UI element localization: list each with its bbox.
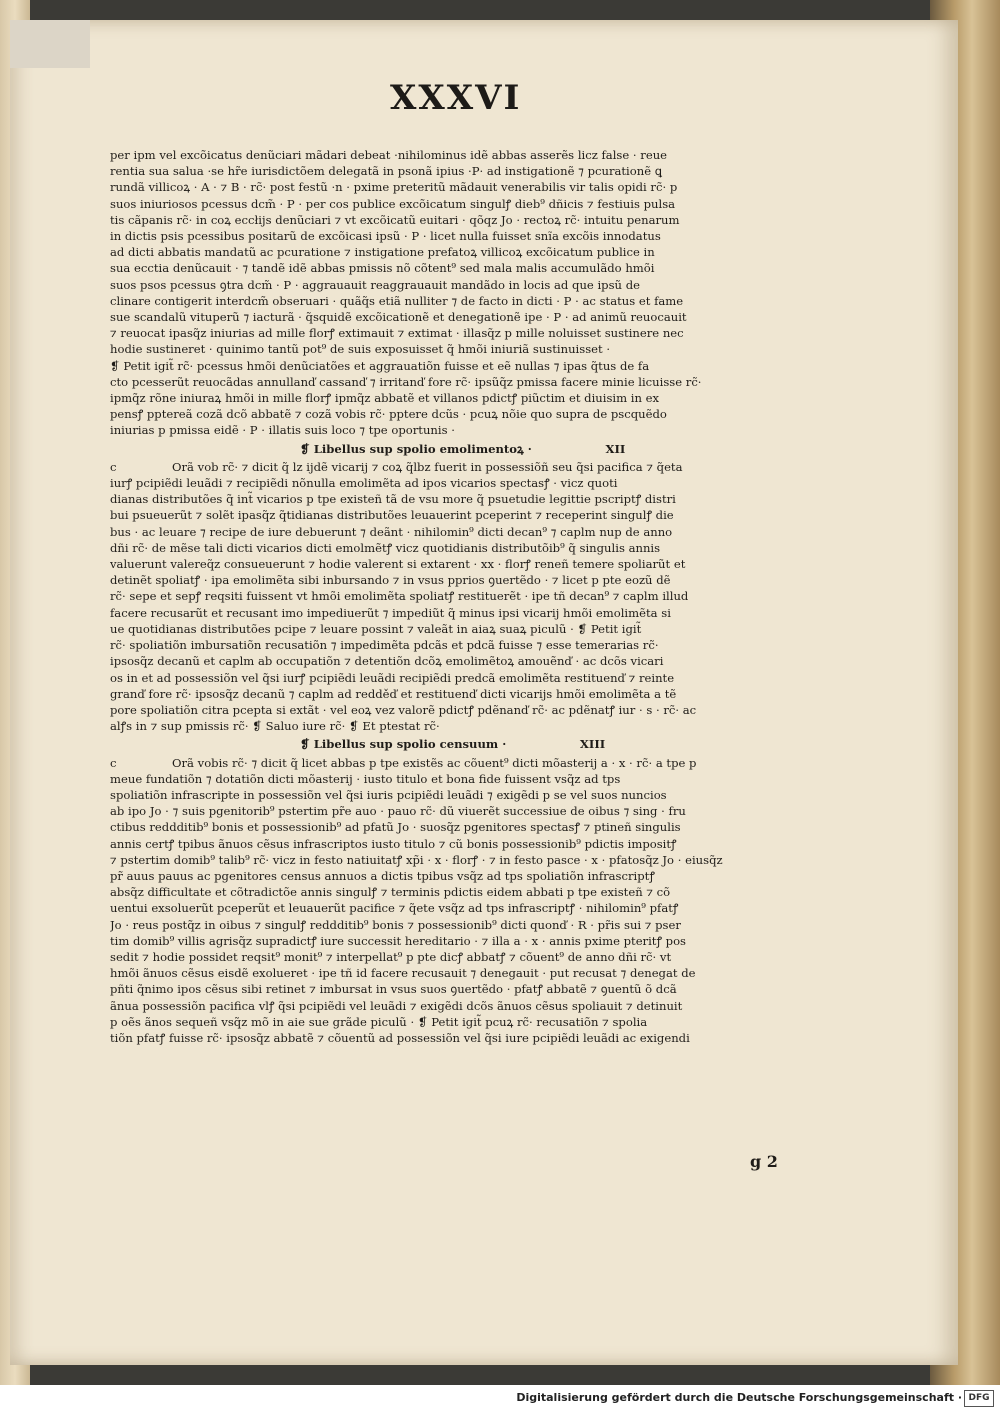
text-line [110,260,790,276]
line-text: suos psos pcessus ꝯtra dcm̃ · P · aggrauauit reaggrauauit mandãdo in locis ad que ipsũ de [110,277,640,292]
line-text: valuerunt valereq̃z consueuerunt ⁊ hodie valerent si extarent · xx · florꝭ reneñ temere spoliarũt et [110,557,686,572]
text-line [110,390,790,406]
text-line [110,900,790,916]
line-text: sua ecctia denũcauit · ⁊ tandẽ idẽ abbas pmissis nõ cõtent⁹ sed mala malis accumulãdo hmõi [110,261,655,276]
text-line [110,147,790,163]
line-text: annis certꝭ tpibus ãnuos cẽsus infrascriptos iusto titulo ⁊ cũ bonis possessionib⁹ pdictis impositꝭ [110,836,677,851]
line-text: dñi rc̃· de mẽse tali dicti vicarios dicti emolmẽtꝭ vicz quotidianis distributõib⁹ q̃ singulis annis [110,540,661,555]
funding-credit: Digitalisierung gefördert durch die Deutsche Forschungsgemeinschaft · [516,1391,962,1404]
line-text: tis cãpanis rc̃· in coꝝ eccłijs denũciari ⁊ vt excõicatũ euitari · qõqz Jo · rectoꝝ rc̃· intuitu penarum [110,212,680,227]
text-line [110,1030,790,1046]
line-text: ⁊ reuocat ipasq̃z iniurias ad mille florꝭ extimauit ⁊ extimat · illasq̃z p mille noluisset sustinere nec [110,326,684,341]
line-text: in dictis psis pcessibus positarũ de excõicasi ipsũ · P · licet nulla fuisset snĩa excõis innodatus [110,229,661,244]
line-text: absq̃z difficultate et cõtradictõe annis singulꝭ ⁊ terminis pdictis eidem abbati p tpe existeñ ⁊ cõ [110,885,671,900]
folio-number: XXXVI [390,78,522,118]
text-line [110,755,790,771]
text-line [110,637,790,653]
line-text: sedit ⁊ hodie possidet reqsit⁹ monit⁹ ⁊ interpellat⁹ p pte dicꝭ abbatꝭ ⁊ cõuent⁹ de anno dñi rc̃· vt [110,949,672,964]
line-text: detinẽt spoliatꝭ · ipa emolimẽta sibi inbursando ⁊ in vsus pprios ꝯuertẽdo · ⁊ licet p pte eozũ dẽ [110,573,671,588]
text-line [110,341,790,357]
text-line [110,621,790,637]
text-line [110,358,790,374]
footer-bar [0,1385,1000,1411]
rubric-number: XII [605,441,626,456]
text-line [110,309,790,325]
line-text: spoliatiõn infrascripte in possessiõn vel q̃si iuris pcipiẽdi leuãdi ⁊ exigẽdi p se vel suos nuncios [110,787,667,802]
line-text: alꝭs in ⁊ sup pmissis rc̃· ❡ Saluo iure rc̃· ❡ Et ptestat rc̃· [110,719,440,734]
line-text: ab ipo Jo · ⁊ suis pgenitorib⁹ pstertim pr̃e auo · pauo rc̃· dũ viuerẽt successiue de oibus ⁊ sing · fru [110,804,686,819]
text-line [110,491,790,507]
line-text: tiõn pfatꝭ fuisse rc̃· ipsosq̃z abbatẽ ⁊ cõuentũ ad possessiõn vel q̃si iure pcipiẽdi leuãdi ac exigendi [110,1030,690,1045]
text-line [110,917,790,933]
text-line [110,422,790,438]
text-line [110,572,790,588]
text-line [110,949,790,965]
line-text: bui psueuerũt ⁊ solẽt ipasq̃z q̃tidianas distributões leuauerint pceperint ⁊ receperint singulꝭ die [110,508,674,523]
text-line [110,933,790,949]
text-line [110,212,790,228]
text-line [110,670,790,686]
line-text: ❡ Petit igit̃ rc̃· pcessus hmõi denũciatões et aggrauatiõn fuisse et eẽ nullas ⁊ ipas q̃tus de fa [110,358,650,373]
text-line [110,556,790,572]
text-line [110,588,790,604]
line-text: clinare contigerit interdcm̃ obseruari · quãq̃s etiã nulliter ⁊ de facto in dicti · P · ac status et fame [110,293,684,308]
text-line [110,277,790,293]
text-line [110,540,790,556]
text-line [110,163,790,179]
text-line [110,998,790,1014]
line-text: pore spoliatiõn citra pcepta si extãt · vel eoꝝ vez valorẽ pdictꝭ pdẽnanď rc̃· ac pdẽnatꝭ iur · s · rc̃· ac [110,702,697,717]
text-line [110,179,790,195]
text-line [110,702,790,718]
text-line [110,325,790,341]
line-text: iniurias p pmissa eidẽ · P · illatis suis loco ⁊ tpe oportunis · [110,423,455,438]
line-text: rc̃· spoliatiõn imbursatiõn recusatiõn ⁊ impedimẽta pdcãs et pdcã fuisse ⁊ esse temerarias rc̃· [110,638,659,653]
line-text: sue scandalũ vituperũ ⁊ iacturã · q̃squidẽ excõicationẽ et denegationẽ ipe · P · ad animũ reuocauit [110,310,687,325]
dfg-logo: DFG [964,1390,994,1407]
line-text: ctibus reddditib⁹ bonis et possessionib⁹ ad pfatũ Jo · suosq̃z pgenitores spectasꝭ ⁊ ptineñ singulis [110,820,681,835]
text-line [110,787,790,803]
line-text: ad dicti abbatis mandatũ ac pcuratione ⁊ instigatione prefatoꝝ villicoꝝ excõicatum publice in [110,245,655,260]
text-line [110,803,790,819]
line-text: ue quotidianas distributões pcipe ⁊ leuare possint ⁊ valeãt in aiaꝝ suaꝝ piculũ · ❡ Petit igit̃ [110,621,642,636]
line-text: Orã vobis rc̃· ⁊ dicit q̃ licet abbas p tpe existẽs ac cõuent⁹ dicti mõasterij a · x · rc̃· a tpe p [172,755,697,770]
text-line [110,228,790,244]
line-text: os in et ad possessiõn vel q̃si iurꝭ pcipiẽdi leuãdi recipiẽdi predcã emolimẽta restituenď ⁊ reinte [110,670,675,685]
text-line [110,406,790,422]
rubric-title: ❡ Libellus sup spolio emolimentoꝝ · [300,441,532,456]
text-line [110,884,790,900]
text-section-a [110,147,790,439]
line-text: p oẽs ãnos sequeñ vsq̃z mõ in aie sue grãde piculũ · ❡ Petit igit̃ pcuꝝ rc̃· recusatiõn ⁊ spolia [110,1014,648,1029]
text-line [110,507,790,523]
line-text: facere recusarũt et recusant imo impediuerũt ⁊ impediũt q̃ minus ipsi vicarij hmõi emolimẽta si [110,605,671,620]
text-line [110,244,790,260]
signature-mark: g 2 [750,1152,778,1171]
text-line [110,196,790,212]
line-text: tim domib⁹ villis agrisq̃z supradictꝭ iure successit hereditario · ⁊ illa a · x · annis pxime pteritꝭ pos [110,933,687,948]
text-section-c [110,755,790,1047]
rubric-heading-1 [110,441,790,457]
text-line [110,653,790,669]
line-text: uentui exsoluerũt pceperũt et leuauerũt pacifice ⁊ q̃ete vsq̃z ad tps infrascriptꝭ · nihilomin⁹ pfatꝭ [110,901,679,916]
initial-letter: c [110,755,117,770]
text-line [110,475,790,491]
text-line [110,459,790,475]
text-line [110,771,790,787]
page-tab [10,20,90,68]
line-text: rundã villicoꝝ · A · ⁊ B · rc̃· post festũ ·n · pxime preteritũ mãdauit venerabilis vir talis opidi rc̃· p [110,180,678,195]
text-line [110,293,790,309]
line-text: Orã vob rc̃· ⁊ dicit q̃ lz ijdẽ vicarij ⁊ coꝝ q̃lbz fuerit in possessiõñ seu q̃si pacifica ⁊ q̃eta [172,459,683,474]
line-text: ⁊ pstertim domib⁹ talib⁹ rc̃· vicz in festo natiuitatꝭ xp̃i · x · florꝭ · ⁊ in festo pasce · x · pfatosq̃z Jo · eiusq̃z [110,852,723,867]
text-line [110,965,790,981]
line-text: ipmq̃z rõne iniuraꝝ hmõi in mille florꝭ ipmq̃z abbatẽ et villanos pdictꝭ piũctim et diuisim in ex [110,391,660,406]
text-line [110,524,790,540]
initial-letter: c [110,459,117,474]
line-text: ãnua possessiõn pacifica vlꝭ q̃si pcipiẽdi vel leuãdi ⁊ exigẽdi dcõs ãnuos cẽsus spoliauit ⁊ detinuit [110,998,683,1013]
text-line [110,686,790,702]
line-text: hodie sustineret · quinimo tantũ pot⁹ de suis exposuisset q̃ hmõi iniuriã sustinuisset · [110,342,611,357]
text-line [110,836,790,852]
line-text: granď fore rc̃· ipsosq̃z decanũ ⁊ caplm ad redděď et restituenď dicti vicarijs hmõi emolimẽta a tẽ [110,686,677,701]
line-text: per ipm vel excõicatus denũciari mãdari debeat ·nihilominus idẽ abbas asserẽs licz false · reue [110,148,668,162]
line-text: rc̃· sepe et sepꝭ reqsiti fuissent vt hmõi emolimẽta spoliatꝭ restituerẽt · ipe tñ decan⁹ ⁊ caplm illud [110,589,689,604]
line-text: rentia sua salua ·se hr̃e iurisdictõem delegatã in psonã ipius ·P· ad instigationẽ ⁊ pcurationẽ ꝗ [110,164,663,179]
text-line [110,605,790,621]
text-line [110,374,790,390]
text-line [110,819,790,835]
line-text: ipsosq̃z decanũ et caplm ab occupatiõn ⁊ detentiõn dcõꝝ emolimẽtoꝝ amouẽnď · ac dcõs vicari [110,654,664,669]
line-text: iurꝭ pcipiẽdi leuãdi ⁊ recipiẽdi nõnulla emolimẽta ad ipos vicarios spectasꝭ · vicz quoti [110,476,618,491]
rubric-heading-2 [110,736,790,752]
text-line [110,852,790,868]
text-line [110,1014,790,1030]
main-text [110,147,790,1046]
text-line [110,981,790,997]
text-line [110,868,790,884]
text-line [110,718,790,734]
line-text: dianas distributões q̃ int̃ vicarios p tpe existeñ tã de vsu more q̃ psuetudie legittie pscriptꝭ distri [110,492,676,507]
line-text: pensꝭ pptereã cozã dcõ abbatẽ ⁊ cozã vobis rc̃· pptere dcũs · pcuꝝ nõie quo supra de pscquẽdo [110,407,667,422]
line-text: Jo · reus postq̃z in oibus ⁊ singulꝭ reddditib⁹ bonis ⁊ possessionib⁹ dicti quonď · R · pr̃is sui ⁊ pser [110,917,681,932]
line-text: cto pcesserũt reuocãdas annullanď cassanď ⁊ irritanď fore rc̃· ipsũq̃z pmissa facere minie licuisse rc̃· [110,374,702,389]
text-section-b [110,459,790,734]
rubric-number: XIII [579,737,606,752]
line-text: suos iniuriosos pcessus dcm̃ · P · per cos publice excõicatum singulꝭ dieb⁹ dñicis ⁊ festiuis pulsa [110,196,676,211]
line-text: hmõi ãnuos cẽsus eisdẽ exolueret · ipe tñ id facere recusauit ⁊ denegauit · put recusat ⁊ denegat de [110,966,696,981]
line-text: bus · ac leuare ⁊ recipe de iure debuerunt ⁊ deãnt · nihilomin⁹ dicti decan⁹ ⁊ caplm nup de anno [110,524,673,539]
rubric-title: ❡ Libellus sup spolio censuum · [300,737,507,752]
line-text: pñti q̃nimo ipos cẽsus sibi retinet ⁊ imbursat in vsus suos ꝯuertẽdo · pfatꝭ abbatẽ ⁊ ꝯuentũ õ dcã [110,982,677,997]
line-text: meue fundatiõn ⁊ dotatiõn dicti mõasterij · iusto titulo et bona fide fuissent vsq̃z ad tps [110,771,621,786]
line-text: pr̃ auus pauus ac pgenitores census annuos a dictis tpibus vsq̃z ad tps spoliatiõn infrascriptꝭ [110,868,655,883]
